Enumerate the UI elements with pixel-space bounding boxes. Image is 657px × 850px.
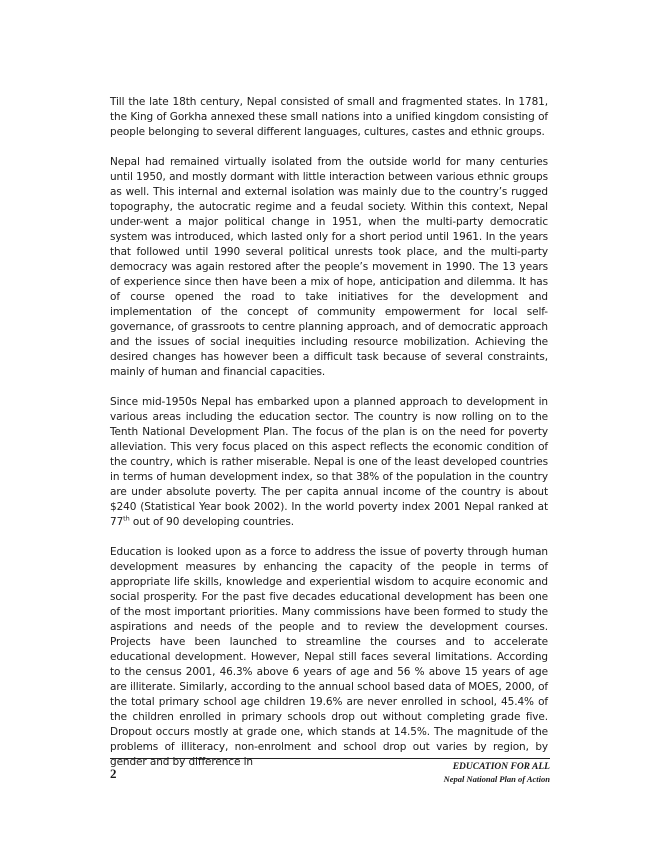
paragraph-development-planning — [110, 395, 548, 530]
paragraph-history: Till the late 18th century, Nepal consisted of small and fragmented states. In 1781, the King of Gorkha annexed these small nations into a unified kingdom consisting of people belonging to several different languages, cultures, castes and ethnic groups. — [110, 96, 548, 138]
footer-document-title — [444, 761, 550, 785]
paragraph-political-context: Nepal had remained virtually isolated from the outside world for many centuries until 1950, and mostly dormant with little interaction between various ethnic groups as well. This internal and external isolation was mainly due to the country’s rugged topography, the autocratic regime and a feudal society. Within this context, Nepal under-went a major political change in 1951, when the multi-party democratic system was introduced, which lasted only for a short period until 1961. In the years that followed until 1990 several political unrests took place, and the multi-party democracy was again restored after the people’s movement in 1990. The 13 years of experience since then have been a mix of hope, anticipation and dilemma. It has of course opened the road to take initiatives for the development and implementation of the concept of community empowerment for local self-governance, of grassroots to centre planning approach, and of democratic approach and the issues of social inequities including resource mobilization. Achieving the desired changes has however been a difficult task because of several constraints, mainly of human and financial capacities. — [110, 156, 548, 378]
paragraph-education: Education is looked upon as a force to address the issue of poverty through human development measures by enhancing the capacity of the people in terms of appropriate life skills, knowledge and experiential wisdom to acquire economic and social prosperity. For the past five decades educational development has been one of the most important priorities. Many commissions have been formed to study the aspirations and needs of the people and to review the development courses. Projects have been launched to streamline the courses and to accelerate educational development. However, Nepal still faces several limitations. According to the census 2001, 46.3% above 6 years of age and 56 % above 15 years of age are illiterate. Similarly, according to the annual school based data of MOES, 2000, of the total primary school age children 19.6% are never enrolled in school, 45.4% of the children enrolled in primary schools drop out without completing grade five. Dropout occurs mostly at grade one, which stands at 14.5%. The magnitude of the problems of illiteracy, non-enrolment and school drop out varies by region, by gender and by difference in — [110, 546, 548, 768]
page-body — [110, 95, 548, 785]
paragraph-text-end: out of 90 developing countries. — [129, 516, 294, 528]
ordinal-superscript: th — [123, 514, 130, 523]
page-number: 2 — [110, 766, 117, 781]
paragraph-text: Since mid-1950s Nepal has embarked upon a planned approach to development in various areas including the education sector. The country is now rolling on to the Tenth National Development Plan. The focus of the plan is on the need for poverty alleviation. This very focus placed on this aspect reflects the economic condition of the country, which is rather miserable. Nepal is one of the least developed countries in terms of human development index, so that 38% of the population in the country are under absolute poverty. The per capita annual income of the country is about $240 (Statistical Year book 2002). In the world poverty index 2001 Nepal ranked at 77 — [110, 396, 548, 528]
footer-divider — [110, 758, 550, 759]
footer-subtitle: Nepal National Plan of Action — [443, 774, 550, 784]
footer-title: EDUCATION FOR ALL — [452, 762, 550, 772]
